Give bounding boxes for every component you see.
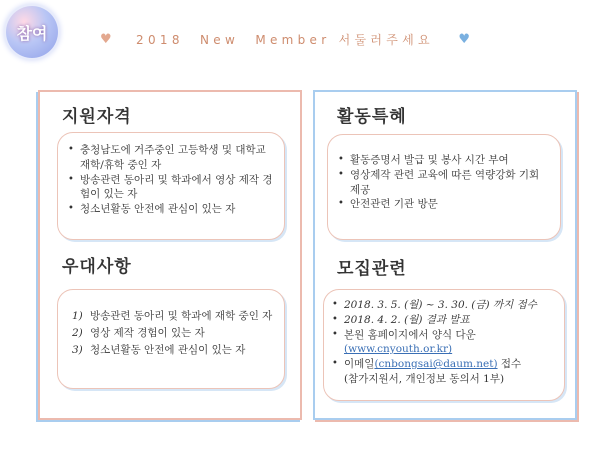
page-header xyxy=(100,29,470,49)
header-title: 2018 New Member 서둘러주세요 xyxy=(136,32,434,47)
recruitment-title: 모집관련 xyxy=(337,259,407,279)
list-item: • 이메일(cnbongsai@daum.net) 접수 xyxy=(328,357,558,372)
list-item: • 활동증명서 발급 및 봉사 시간 부여 xyxy=(334,153,552,168)
list-item: • 청소년활동 안전에 관심이 있는 자 xyxy=(64,202,276,217)
list-item: • 본원 홈페이지에서 양식 다운 (www.cnyouth.or.kr) xyxy=(328,328,558,358)
list-item: • 방송관련 동아리 및 학과에서 영상 제작 경험이 있는 자 xyxy=(64,173,276,203)
right-panel xyxy=(313,90,577,420)
participate-badge xyxy=(6,6,58,58)
preference-title: 우대사항 xyxy=(62,257,132,277)
list-item: 1) 방송관련 동아리 및 학과에 재학 중인 자 xyxy=(72,310,273,322)
eligibility-box xyxy=(57,132,285,240)
list-item: • 충청남도에 거주중인 고등학생 및 대학교 재학/휴학 중인 자 xyxy=(64,143,276,173)
list-item: • 안전관련 기관 방문 xyxy=(334,197,552,212)
benefits-title: 활동특혜 xyxy=(337,107,407,127)
submission-note: (참가지원서, 개인정보 동의서 1부) xyxy=(344,372,505,385)
heart-icon: ♥ xyxy=(458,31,470,47)
heart-icon: ♥ xyxy=(100,31,112,47)
list-item: • 영상제작 관련 교육에 따른 역량강화 기회 제공 xyxy=(334,168,552,198)
badge-label: 참여 xyxy=(16,23,48,43)
email-link[interactable]: (cnbongsai@daum.net) xyxy=(374,358,498,371)
eligibility-title: 지원자격 xyxy=(62,107,132,127)
left-panel xyxy=(38,90,302,420)
preference-box xyxy=(57,289,285,389)
list-item: • 2018. 3. 5. (월) ~ 3. 30. (금) 까지 접수 xyxy=(328,298,558,313)
list-item: • 2018. 4. 2. (월) 결과 발표 xyxy=(328,313,558,328)
benefits-box xyxy=(327,134,561,240)
website-link[interactable]: (www.cnyouth.or.kr) xyxy=(344,343,453,356)
list-item: 2) 영상 제작 경험이 있는 자 xyxy=(72,327,205,339)
recruitment-box xyxy=(323,289,565,401)
list-item: 3) 청소년활동 안전에 관심이 있는 자 xyxy=(72,344,246,356)
